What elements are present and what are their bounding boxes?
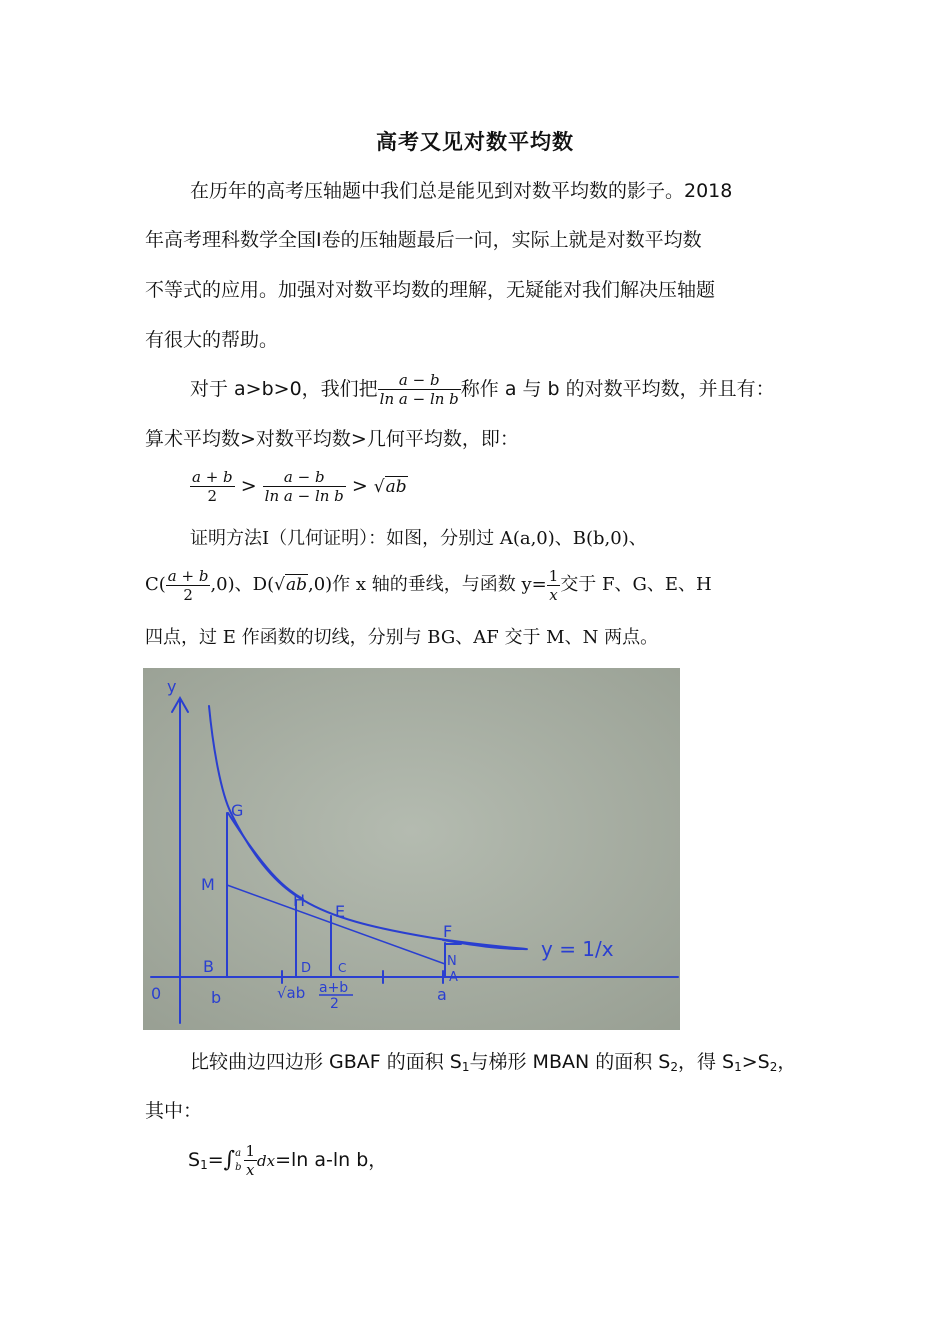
fraction-denominator: x bbox=[549, 585, 558, 604]
proof-text: C( bbox=[145, 574, 166, 595]
label-f: F bbox=[443, 922, 453, 941]
differential: dx bbox=[257, 1152, 276, 1170]
subscript: 1 bbox=[461, 1060, 470, 1074]
para2-prefix: 对于 a>b>0，我们把 bbox=[190, 378, 378, 400]
formula-s: S bbox=[188, 1149, 201, 1171]
integral-limits bbox=[235, 1147, 241, 1175]
proof-text: ,0)、D( bbox=[210, 574, 275, 595]
label-sqrt-ab: √ab bbox=[277, 984, 306, 1002]
greater-than: > bbox=[240, 475, 257, 497]
sqrt-symbol: √ bbox=[373, 477, 385, 497]
photo-background bbox=[143, 668, 680, 1030]
reciprocal-fraction bbox=[547, 567, 561, 604]
page-title: 高考又见对数平均数 bbox=[376, 129, 574, 154]
sqrt-ab bbox=[274, 574, 308, 595]
label-ab-half-den: 2 bbox=[330, 996, 339, 1012]
midpoint-fraction bbox=[166, 567, 211, 604]
label-a-point: A bbox=[449, 970, 458, 985]
label-h: H bbox=[293, 891, 306, 910]
inequality-formula bbox=[190, 466, 855, 507]
sqrt-argument: ab bbox=[285, 575, 307, 595]
fraction-numerator: a + b bbox=[192, 468, 233, 486]
para3-text: ， bbox=[777, 1051, 797, 1073]
integral-symbol: ∫ bbox=[223, 1147, 236, 1173]
proof-line2 bbox=[145, 565, 810, 605]
para2-line1 bbox=[190, 371, 855, 408]
formula-result: =ln a-ln b， bbox=[275, 1149, 388, 1171]
integral-formula bbox=[188, 1140, 853, 1185]
proof-text: ,0)作 x 轴的垂线，与函数 y= bbox=[307, 574, 547, 595]
log-mean-fraction bbox=[378, 371, 461, 408]
subscript: 2 bbox=[769, 1060, 778, 1074]
label-g: G bbox=[231, 801, 244, 820]
arith-mean-fraction bbox=[190, 468, 235, 505]
sqrt-symbol: √ bbox=[274, 575, 285, 595]
fraction-numerator: a + b bbox=[167, 566, 209, 585]
log-mean-fraction bbox=[263, 468, 346, 505]
equals-sign: = bbox=[207, 1149, 224, 1171]
para1-line4: 有很大的帮助。 bbox=[145, 329, 279, 351]
upper-limit: a bbox=[235, 1147, 242, 1159]
label-curve: y = 1/x bbox=[541, 937, 614, 961]
para1-line2: 年高考理科数学全国Ⅰ卷的压轴题最后一问，实际上就是对数平均数 bbox=[145, 229, 702, 251]
para3-text: >S bbox=[741, 1051, 770, 1073]
fraction-denominator: 2 bbox=[207, 487, 218, 505]
para1-line1: 在历年的高考压轴题中我们总是能见到对数平均数的影子。2018 bbox=[190, 180, 733, 202]
sqrt-argument: ab bbox=[385, 477, 407, 497]
para1-line3: 不等式的应用。加强对对数平均数的理解，无疑能对我们解决压轴题 bbox=[145, 279, 716, 301]
label-y: y bbox=[167, 677, 177, 696]
fraction-numerator: a − b bbox=[263, 468, 346, 487]
para3-text: 与梯形 MBAN 的面积 S bbox=[469, 1051, 671, 1073]
integrand-fraction bbox=[244, 1142, 258, 1179]
lower-limit: b bbox=[235, 1161, 242, 1173]
fraction-denominator: x bbox=[246, 1161, 255, 1179]
label-ab-half-num: a+b bbox=[319, 980, 349, 996]
fraction-denominator: ln a − ln b bbox=[264, 487, 344, 505]
label-d: D bbox=[301, 961, 312, 976]
fraction-denominator: ln a − ln b bbox=[379, 390, 459, 408]
para3-text: 比较曲边四边形 GBAF 的面积 S bbox=[190, 1051, 462, 1073]
hand-drawn-graph-photo bbox=[143, 668, 680, 1030]
label-e: E bbox=[335, 902, 346, 921]
greater-than: > bbox=[351, 475, 368, 497]
para3-line1 bbox=[190, 1048, 855, 1081]
label-origin: 0 bbox=[151, 984, 162, 1003]
subscript: 1 bbox=[200, 1158, 208, 1172]
fraction-numerator: 1 bbox=[245, 1142, 256, 1160]
label-a: a bbox=[437, 985, 447, 1004]
subscript: 1 bbox=[734, 1060, 742, 1074]
fraction-denominator: 2 bbox=[183, 585, 193, 604]
label-c: C bbox=[338, 961, 347, 975]
label-n: N bbox=[447, 954, 457, 969]
proof-text: 交于 F、G、E、H bbox=[560, 574, 712, 595]
para2-line2: 算术平均数>对数平均数>几何平均数，即： bbox=[145, 428, 519, 450]
label-b: b bbox=[211, 988, 222, 1007]
fraction-numerator: a − b bbox=[378, 371, 461, 390]
fraction-numerator: 1 bbox=[548, 566, 559, 585]
subscript: 2 bbox=[670, 1060, 678, 1074]
proof-line1: 证明方法Ⅰ（几何证明）：如图，分别过 A(a,0)、B(b,0)、 bbox=[190, 528, 647, 549]
proof-line3: 四点，过 E 作函数的切线，分别与 BG、AF 交于 M、N 两点。 bbox=[145, 627, 659, 648]
para3-text: ，得 S bbox=[677, 1051, 735, 1073]
label-b-point: B bbox=[203, 957, 214, 976]
geo-mean-sqrt bbox=[374, 476, 408, 497]
para2-suffix: 称作 a 与 b 的对数平均数，并且有： bbox=[460, 378, 775, 400]
label-m: M bbox=[201, 875, 215, 894]
para3-line2: 其中： bbox=[145, 1100, 203, 1122]
